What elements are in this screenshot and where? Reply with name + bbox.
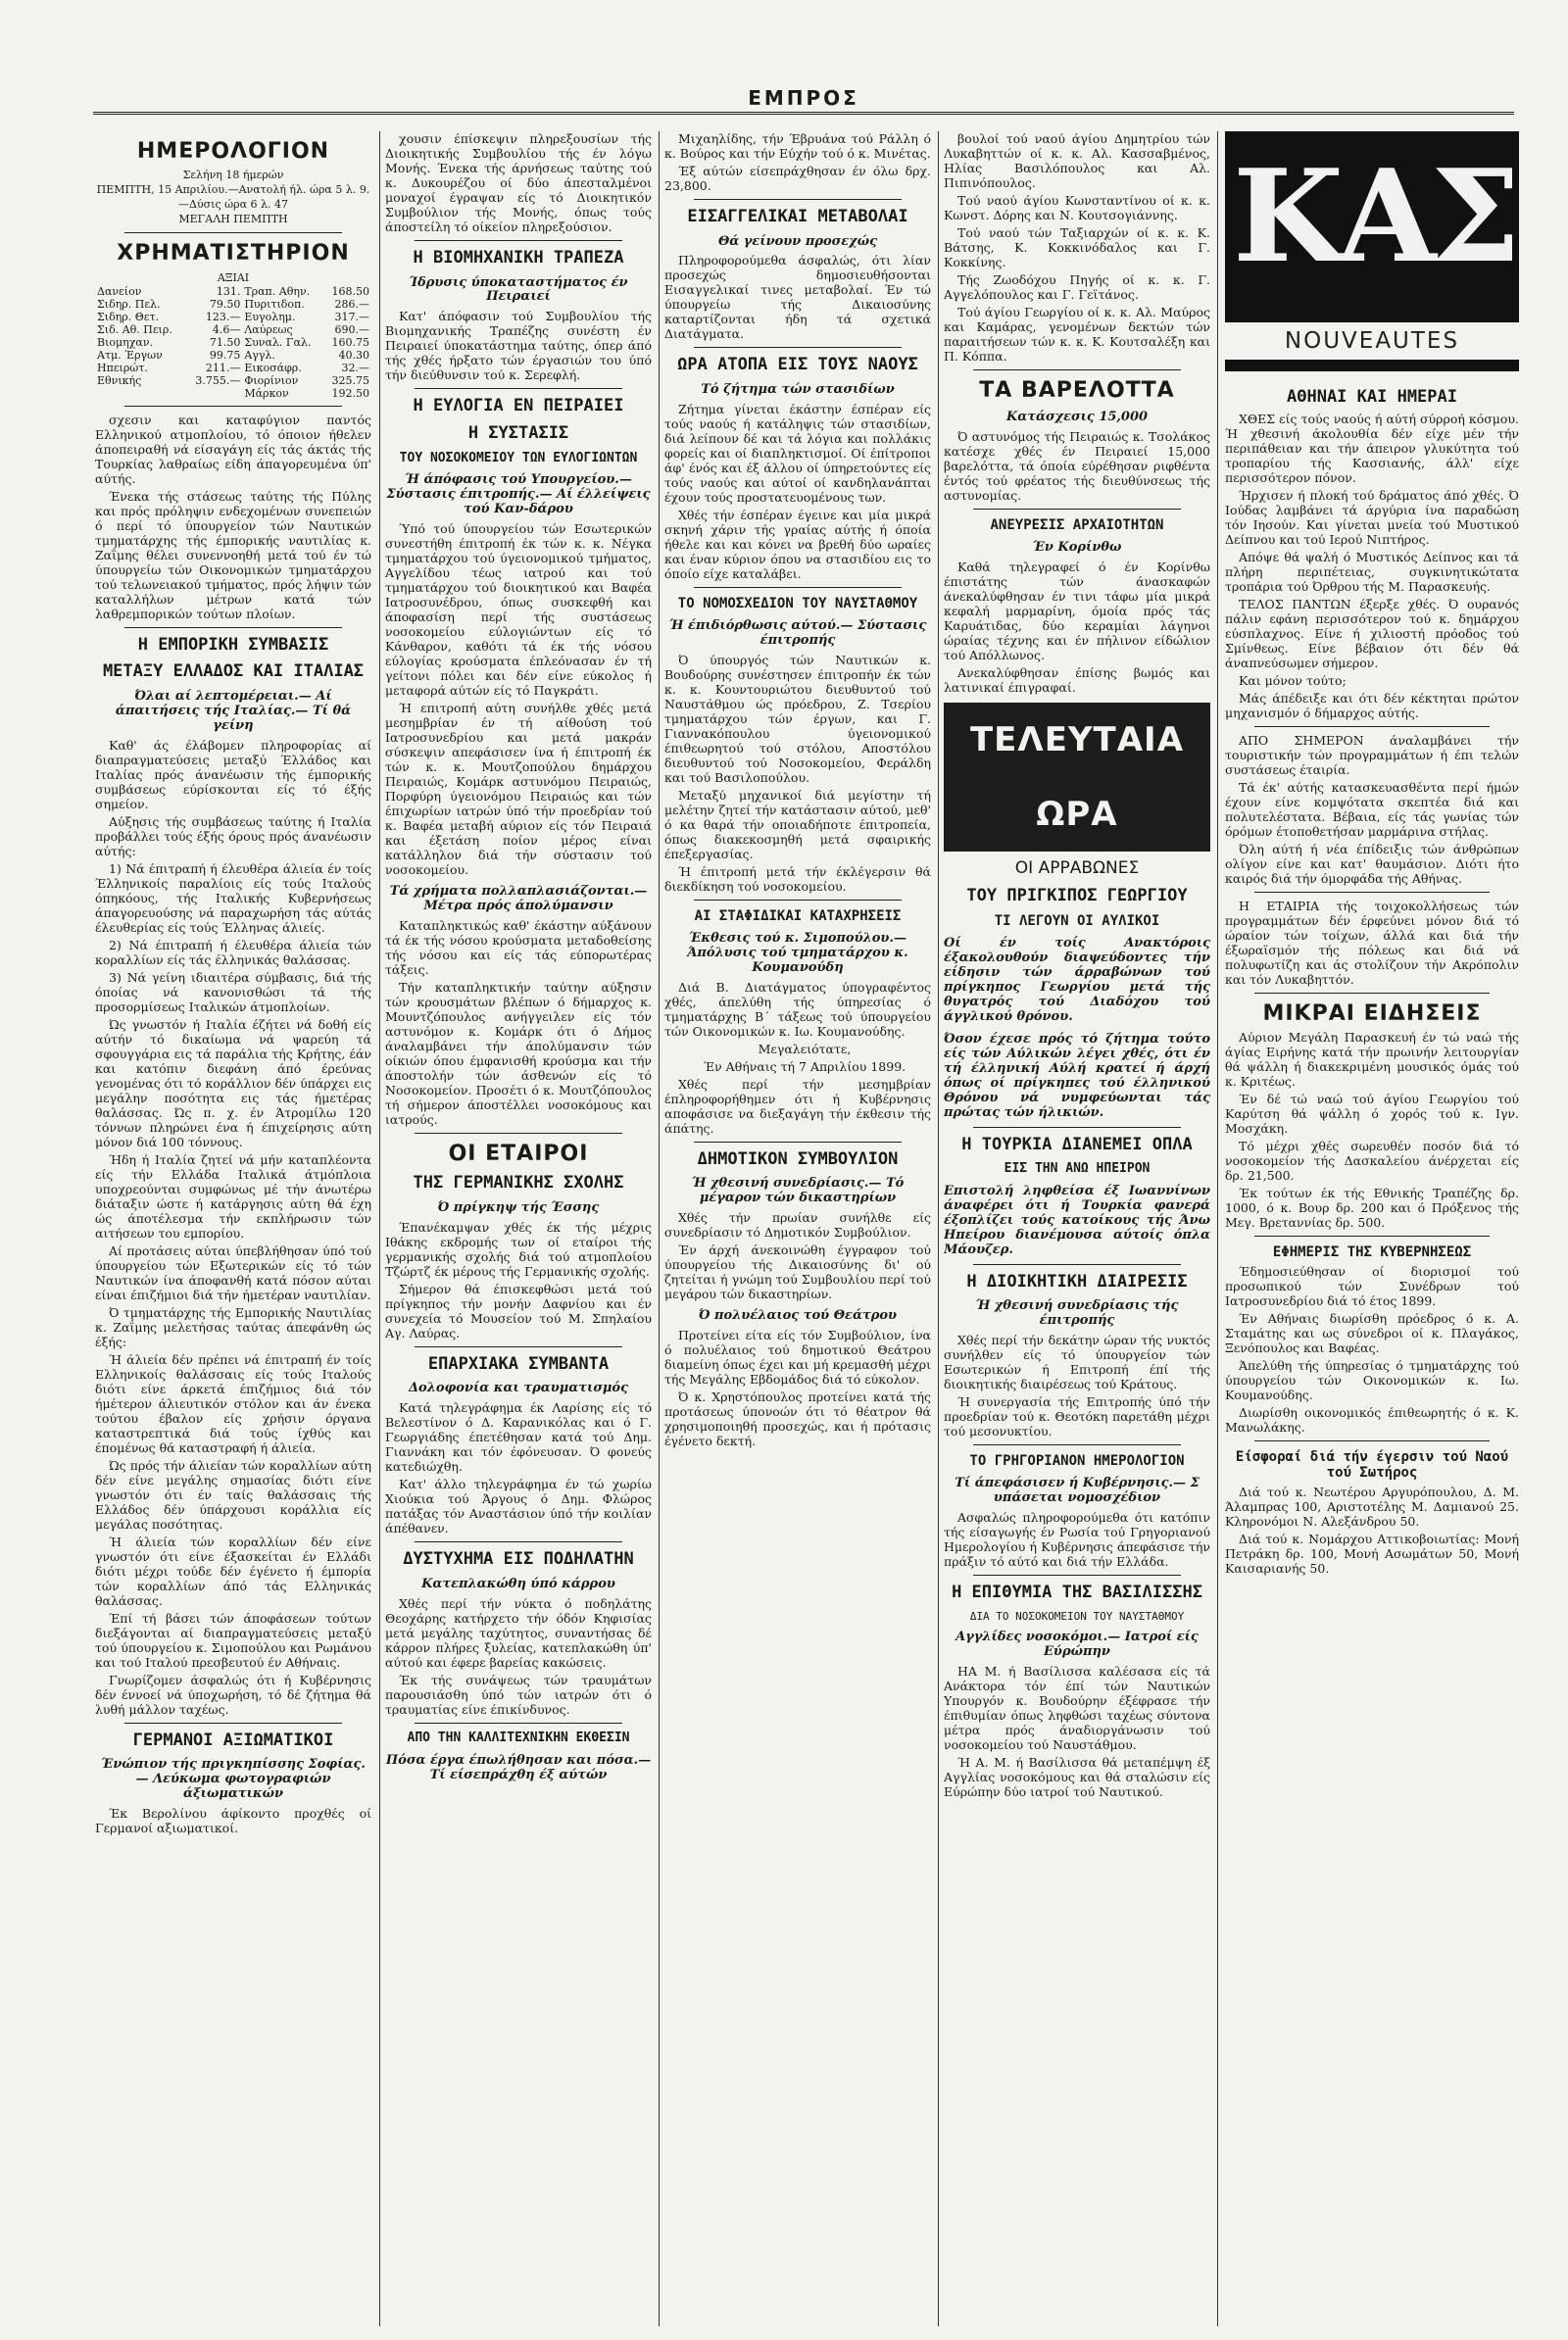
paragraph: Τού ναού άγίου Κωνσταντίνου οί κ. κ. Κωνστ. Δόρης και Ν. Κουτσογιάννης. — [944, 193, 1210, 222]
subheadline: Δολοφονία και τραυματισμός — [408, 1381, 629, 1396]
security-name: Ευγολημ. — [244, 310, 296, 323]
headline: ΤΑ ΒΑΡΕΛΟΤΤΑ — [979, 378, 1175, 403]
headline: ΑΙ ΣΤΑΦΙΔΙΚΑΙ ΚΑΤΑΧΡΗΣΕΙΣ — [694, 907, 902, 924]
exchange-row — [95, 285, 371, 298]
paragraph: Διά Β. Διατάγματος ύπογραφέντος χθές, άπελύθη τής ύπηρεσίας ό τμηματάρχης Β΄ τάξεως τού ύπουργείου τών Οικονομικών κ. Ιω. Κουμανούδης. — [664, 979, 931, 1039]
security-name: Εθνικής — [97, 373, 142, 387]
ad-tagline: NOUVEAUTES — [1225, 322, 1519, 360]
headline: ΔΥΣΤΥΧΗΜΑ ΕΙΣ ΠΟΔΗΛΑΤΗΝ — [403, 1549, 634, 1570]
security-name: Σιδηρ. Πελ. — [97, 297, 161, 311]
headline: ΑΘΗΝΑΙ ΚΑΙ ΗΜΕΡΑΙ — [1287, 387, 1457, 407]
security-price: 168.50 — [331, 284, 369, 298]
headline: ΤΟΥ ΝΟΣΟΚΟΜΕΙΟΥ ΤΩΝ ΕΥΛΟΓΙΩΝΤΩΝ — [399, 450, 638, 465]
calendar-line: Σελήνη 18 ήμερών — [182, 169, 284, 182]
headline: ΕΙΣ ΤΗΝ ΑΝΩ ΗΠΕΙΡΟΝ — [1004, 1161, 1151, 1177]
headline: ΓΕΡΜΑΝΟΙ ΑΞΙΩΜΑΤΙΚΟΙ — [132, 1730, 334, 1750]
headline: ΔΗΜΟΤΙΚΟΝ ΣΥΜΒΟΥΛΙΟΝ — [697, 1148, 899, 1169]
divider — [973, 509, 1181, 510]
divider — [694, 199, 902, 200]
security-name: Ηπειρώτ. — [97, 361, 148, 374]
divider — [1254, 726, 1490, 727]
subheadline: Τί άπεφάσισεν ή Κυβέρνησις.— Σ υπάσεται νομοσχέδιον — [955, 1476, 1200, 1506]
subheadline: Κατάσχεσις 15,000 — [1005, 410, 1149, 425]
exchange-row — [95, 298, 371, 311]
paragraph: Γνωρίζομεν άσφαλώς ότι ή Κυβέρνησις δέν έννοεί νά ύποχωρήση, τό δέ ζήτημα θά λυθή μάλλον ταχέως. — [95, 1672, 371, 1717]
paragraph: Απόψε θά ψαλή ό Μυστικός Δείπνος και τά πλήρη περιπέτειας, συγκινητικώτατα τροπάρια τού Όρθρου τής Μ. Παρασκευής. — [1225, 549, 1519, 594]
subheadline: Έκθεσις τού κ. Σιμοπούλου.— Άπόλυσις τού τμηματάρχου κ. Κουμανούδη — [687, 931, 908, 975]
security-price: 40.30 — [338, 348, 369, 362]
paragraph: Ή επιτροπή αύτη συνήλθε χθές μετά μεσημβρίαν έν τή αίθούση τού Ιατροσυνεδρίου και μετά μακράν σύσκεψιν απεφάσισεν ίνα ή έπιτροπή έκ τών κ. κ. Μουτζοπούλου δημάρχου Πειραιώς, Κομάρκ αστυνόμου Πειραιώς, Πορφύρη ύγειονόμου Πειραιώς και τών έπιχωρίων ιατρών ύπό τήν προεδρίαν τού κ. Βαφέα μεταβή αύριον είς τόν Πειραιά και έξετάση ποίον μέρος είναι κατάλληλον διά τήν σύστασιν τού νοσοκομείου. — [385, 701, 652, 878]
paragraph: Ή άλιεία δέν πρέπει νά έπιτραπή έν τοίς Ελληνικοίς θαλάσσαις είς τούς Ιταλούς διότι είνε άρκετά έπιζήμιος διά τόν ήμέτερον άλιευτικόν στόλον και άν ένεκα τούτου έβαλον είς χρήσιν όργανα καταστρεπτικά διά τούς ίχθύς και έπομένως θά καταστραφή ή άλιεία. — [95, 1351, 371, 1455]
paragraph: Χθές τήν πρωίαν συνήλθε είς συνεδρίασιν τό Δημοτικόν Συμβούλιον. — [664, 1210, 931, 1241]
exchange-row — [95, 374, 371, 387]
exchange-row — [95, 311, 371, 323]
subheadline: Πόσα έργα έπωλήθησαν και πόσα.— Τί είσεπράχθη έξ αύτών — [385, 1752, 652, 1782]
paragraph: Διά τού κ. Νομάρχου Αττικοβοιωτίας: Μονή Πετράκη δρ. 100, Μονή Ασωμάτων 50, Μονή Καισαριανής 50. — [1225, 1532, 1519, 1577]
subheadline: Ή άπόφασις τού Υπουργείου.— Σύστασις έπιτροπής.— Αί έλλείψεις τού Καν-δάρου — [386, 472, 651, 517]
paragraph: Έπανέκαμψαν χθές έκ τής μέχρις Ιθάκης εκδρομής των οί εταίροι τής γερμανικής σχολής διά τού ατμοπλοίου Τζώρτζ έκ μέρους τής Γερμανικής σχολής. — [385, 1219, 652, 1279]
divider — [1254, 1236, 1490, 1237]
subheadline: Κατεπλακώθη ύπό κάρρου — [421, 1576, 615, 1591]
divider — [694, 347, 902, 348]
exchange-table — [95, 285, 371, 400]
paragraph: ΤΕΛΟΣ ΠΑΝΤΩΝ έξερξε χθές. Ό ουρανός πάλιν εφάνη περισσότερον τού κ. δημάρχου εύσπλαχνος. Είνε ή χιλιοστή πρόοδος τού Σμίνθεως. Είνε βέβαιον ότι δέν θά άναπνεύσωμεν σήμερον. — [1225, 596, 1519, 670]
security-name: Μάρκον — [244, 386, 289, 400]
divider — [694, 1142, 902, 1143]
subheadline: Ή έπιδιόρθωσις αύτού.— Σύστασις έπιτροπής — [668, 618, 927, 648]
security-name: Τραπ. Αθην. — [244, 284, 311, 298]
paragraph: Έν δέ τώ ναώ τού άγίου Γεωργίου τού Καρύτση θά ψάλλη ό χορός τού κ. Ιγν. Μοσχάκη. — [1225, 1091, 1519, 1136]
paragraph: Τής Ζωοδόχου Πηγής οί κ. κ. Γ. Αγγελόπουλος και Γ. Γεϊτάνος. — [944, 272, 1210, 302]
paragraph: Χθές περί τήν μεσημβρίαν έπληροφορήθημεν ότι ή Κυβέρνησις αποφάσισε να διεξαγάγη τήν έκθεσιν τής άπάτης. — [664, 1076, 931, 1136]
subheadline: Θά γείνουν προσεχώς — [717, 233, 878, 249]
paragraph: Πληροφορούμεθα άσφαλώς, ότι λίαν προσεχώς δημοσιευθήσονται Εισαγγελικαί τινες μεταβολαί. Έν τώ ύπουργείω τής Δικαιοσύνης καταρτίζονται ήδη τά σχετικά Διατάγματα. — [664, 253, 931, 342]
paragraph: Μάς άπέδειξε και ότι δέν κέκτηται πρώτον μηχανισμόν ό δήμαρχος αύτής. — [1225, 690, 1519, 720]
security-price: 286.— — [334, 297, 369, 311]
paragraph: Χθές περί τήν νύκτα ό ποδηλάτης Θεοχάρης κατήρχετο τήν όδόν Κηφισίας μετά μεγάλης ταχύτητος, συναντήσας δέ κάρρον πλήρες ξυλείας, κατεπλακώθη ύπ' αύτού και έφερε βαρείας κακώσεις. — [385, 1595, 652, 1670]
paragraph: Ό αστυνόμος τής Πειραιώς κ. Τσολάκος κατέσχε χθές έν Πειραιεί 15,000 βαρελόττα, τά όποία εύρέθησαν ριφθέντα έντός τού φρέατος τής διευθύνσεως τής αστυνομίας. — [944, 429, 1210, 504]
divider — [1254, 993, 1490, 994]
security-price: 160.75 — [331, 335, 369, 349]
headline: ΕΠΑΡΧΙΑΚΑ ΣΥΜΒΑΝΤΑ — [427, 1353, 610, 1374]
headline: Είσφοραί διά τήν έγερσιν τού Ναού τού Σωτήρος — [1235, 1448, 1509, 1482]
divider — [415, 240, 622, 241]
column-2 — [385, 131, 652, 2326]
divider — [124, 627, 342, 628]
paragraph: Καταπληκτικώς καθ' έκάστην αύξάνουν τά έκ τής νόσου κρούσματα μεταδοθείσης τής νόσου και είς τάς εύπορωτέρας τάξεις. — [385, 918, 652, 978]
security-name: Αγγλ. — [244, 348, 275, 362]
security-name: Φιορίνιον — [244, 373, 299, 387]
security-name: Λαύρεως — [244, 322, 293, 336]
security-name: Συναλ. Γαλ. — [244, 335, 312, 349]
headline: Η ΕΜΠΟΡΙΚΗ ΣΥΜΒΑΣΙΣ — [137, 634, 329, 655]
calendar-title: ΗΜΕΡΟΛΟΓΙΟΝ — [136, 139, 330, 164]
security-price: 690.— — [334, 322, 369, 336]
calendar-line: ΜΕΓΑΛΗ ΠΕΜΠΤΗ — [178, 213, 288, 226]
calendar-line: ΠΕΜΠΤΗ, 15 Απριλίου.—Ανατολή ήλ. ώρα 5 λ. 9.—Δύσις ώρα 6 λ. 47 — [96, 183, 370, 212]
column-rule — [659, 131, 660, 2326]
divider — [124, 232, 342, 233]
paragraph: Τού άγίου Γεωργίου οί κ. κ. Αλ. Μαύρος και Καμάρας, γενομένων δεκτών τών παραιτήσεων τών κ. κ. Κ. Κουτσαλέξη και Π. Κόππα. — [944, 305, 1210, 364]
divider — [694, 900, 902, 901]
headline: ΜΙΚΡΑΙ ΕΙΔΗΣΕΙΣ — [1262, 1000, 1482, 1026]
security-name: Δανείον — [97, 284, 142, 298]
paragraph: 2) Νά έπιτραπή ή έλευθέρα άλιεία τών κοραλλίων είς τάς έλληνικάς θαλάσσας. — [95, 937, 371, 967]
paragraph: Ή άλιεία τών κοραλλίων δέν είνε γνωστόν ότι είνε έξασκείται έν Ελλάδι διότι μέχρι τούδε δέν έγένετο ή έμπορία τών κοραλλίων άπό τάς Ελληνικάς θαλάσσας. — [95, 1534, 371, 1608]
column-rule — [938, 131, 939, 2326]
paragraph: Ό ύπουργός τών Ναυτικών κ. Βουδούρης συνέστησεν έπιτροπήν έκ τών κ. κ. Κουντουριώτου διευθυντού τού Ναυστάθμου ώς πρόεδρου, Ζ. Τσερίου τμηματάρχου τών έργων, και Γ. Γιαννακόπουλου ύγειονομικού έπιθεωρητού τού στόλου, Αποστόλου διευθυντού τού Νοσοκομείου, Φεράλδη και τού Βασιλοπούλου. — [664, 652, 931, 785]
divider — [124, 1723, 342, 1724]
paragraph: Μιχαηλίδης, τήν Έβρυάνα τού Ράλλη ό κ. Βούρος και τήν Εύχήν τού ό κ. Μινέτας. — [664, 131, 931, 161]
paragraph: Έδημοσιεύθησαν οί διορισμοί τού προσωπικού τών Συνέδρων τού Ιατροσυνεδρίου διά τό έτος 1899. — [1225, 1263, 1519, 1308]
column-5 — [1225, 380, 1519, 2325]
paragraph: Ζήτημα γίνεται έκάστην έσπέραν είς τούς ναούς ή κατάληψις τών στασιδίων, διά λείπουν δέ και τά λόγια και πολλάκις φορείς και οί διαπληκτισμοί. Οί έπίτροποι άφ' ένός και έξ άλλου οί ύπηρετούντες είς τούς ναούς και αύτοί οί κανδηλανάπται έχουν τούς προστατευομένους των. — [664, 401, 931, 505]
column-rule — [1217, 131, 1218, 2326]
advertisement — [1225, 131, 1519, 371]
paragraph: Καθά τηλεγραφεί ό έν Κορίνθω έπιστάτης τών άνασκαφών άνεκαλύφθησαν έν τινι τάφω μία μικρά κεφαλή μαρμαρίνη, όμοία πρός τάς Καρυάτιδας, δύο κεραμίαι λάγηνοι ώραίας τέχνης και έν πήλινον είδώλιον τού Απόλλωνος. — [944, 560, 1210, 663]
paragraph: Έν Αθήναις τή 7 Απριλίου 1899. — [703, 1058, 906, 1074]
headline: ΑΝΕΥΡΕΣΙΣ ΑΡΧΑΙΟΤΗΤΩΝ — [990, 517, 1164, 534]
subheadline: Οί έν τοίς Ανακτόροις έξακολουθούν διαψεύδοντες τήν είδησιν τών άρραβώνων τού πρίγκηπος Γεωργίου μετά τής θυγατρός τού Διαδόχου τού άγγλικού θρόνου. — [944, 936, 1210, 1025]
headline: ΟΙ ΑΡΡΑΒΩΝΕΣ — [1014, 858, 1140, 879]
security-price: 325.75 — [331, 373, 369, 387]
paragraph: Τό μέχρι χθές σωρευθέν ποσόν διά τό νοσοκομείον τής Δασκαλείου άνέρχεται είς δρ. 21,500. — [1225, 1138, 1519, 1183]
paragraph: Ασφαλώς πληροφορούμεθα ότι κατόπιν τής είσαγωγής έν Ρωσία τού Γρηγοριανού Ημερολογίου ή Κυβέρνησις άπεφάσισε τήν πράξιν τό αύτό και διά τήν Ελλάδα. — [944, 1510, 1210, 1570]
divider — [1254, 1440, 1490, 1441]
paragraph: Έξ αύτών είσεπράχθησαν έν όλω δρχ. 23,800. — [664, 164, 931, 193]
security-price: 192.50 — [331, 386, 369, 400]
security-name — [95, 387, 186, 400]
paragraph: Διά τού κ. Νεωτέρου Αργυρόπουλου, Δ. Μ. Άλαμπρας 100, Αριστοτέλης Μ. Δαμιανού 25. Κληρονόμοι Ν. Αλεξάνδρου 50. — [1225, 1485, 1519, 1530]
divider — [973, 1264, 1181, 1265]
headline: Η ΔΙΟΙΚΗΤΙΚΗ ΔΙΑΙΡΕΣΙΣ — [966, 1271, 1188, 1292]
paragraph: Και μόνον τούτο; — [1239, 672, 1347, 688]
paragraph: Σήμερον θά έπισκεφθώσι μετά τού πρίγκηπος τήν μονήν Δαφνίου και έν συνεχεία τό Μουσείον τού Μ. Σπηλαίου Αγ. Λαύρας. — [385, 1281, 652, 1341]
security-name: Σιδ. Αθ. Πειρ. — [97, 322, 172, 336]
subheadline: Ίδρυσις ύποκαταστήματος έν Πειραιεί — [409, 274, 628, 305]
divider — [973, 369, 1181, 370]
divider — [415, 1346, 622, 1347]
paragraph: Ανεκαλύφθησαν έπίσης βωμός και λατινικαί έπιγραφαί. — [944, 665, 1210, 696]
paragraph: Τού ναού τών Ταξιαρχών οί κ. κ. Κ. Βάτσης, Κ. Κοκκινόδαλος και Γ. Κοκκίνης. — [944, 225, 1210, 269]
exchange-row — [95, 336, 371, 349]
divider — [694, 587, 902, 588]
paragraph: Καθ' άς έλάβομεν πληροφορίας αί διαπραγματεύσεις μεταξύ Έλλάδος και Ιταλίας πρός άνανέωσιν τής έμπορικής συμβάσεως εύρίσκονται είς τό έξής σημείον. — [95, 737, 371, 811]
security-name: Ατμ. Έργων — [97, 348, 163, 362]
exchange-row — [95, 349, 371, 362]
paragraph: Άπελύθη τής ύπηρεσίας ό τμηματάρχης τού ύπουργείου τών Οικονομικών κ. Ιω. Κουμανούδης. — [1225, 1357, 1519, 1402]
headline: Η ΤΟΥΡΚΙΑ ΔΙΑΝΕΜΕΙ ΟΠΛΑ — [961, 1134, 1193, 1154]
paragraph: Χθές περί τήν δεκάτην ώραν τής νυκτός συνήλθεν είς τό ύπουργείον τών Εσωτερικών ή Επιτροπή έπί τής διοικητικής διαιρέσεως τού Κράτους. — [944, 1333, 1210, 1392]
paragraph: Ή συνεργασία τής Επιτροπής ύπό τήν προεδρίαν τού κ. Θεοτόκη παρετάθη μέχρι τού μεσονυκτίου. — [944, 1394, 1210, 1439]
paragraph: Έπί τή βάσει τών άποφάσεων τούτων διεξάγονται αί διαπραγματεύσεις μεταξύ τού ύπουργείου κ. Σιμοπούλου και Ρωμάνου και τού Ιταλού πρεσβευτού έν Αθήναις. — [95, 1610, 371, 1670]
paragraph: Ήδη ή Ιταλία ζητεί νά μήν καταπλέοντα είς τήν Ελλάδα Ιταλικά άτμόπλοια υποχρεούνται συμφώνως μέ τήν άνωτέρω διάταξιν ώστε ή κατάργησις αύτη θά έχη ώς άποτέλεσμα τήν εκπλήρωσιν τών αιτήσεων του εμπορίου. — [95, 1151, 371, 1241]
subheadline: Επιστολή ληφθείσα έξ Ιωαννίνων άναφέρει ότι ή Τουρκία φανερά έξοπλίζει τούς κατοίκους τής Άνω Ηπείρου διανέμουσα αύτοίς όπλα Μάουζερ. — [944, 1184, 1210, 1257]
security-price: 32.— — [341, 361, 369, 374]
paragraph: Ύπό τού ύπουργείου τών Εσωτερικών συνεστήθη έπιτροπή έκ τών κ. κ. Νέγκα τμηματάρχου τού ύγειονομικού τμήματος, Αγγελίδου τέως ιατρού και τού τμηματάρχου τού διοικητικού και Βαφέα Ιατροσυνέδρου, όπως συσκεφθή και άποφασίση περί τής συστάσεως νοσοκομείου εύλογιώντων είς τό Κάνθαρον, καθότι τά έκ τής νόσου εύλογίας κρούσματα έπλεόνασαν έν τή γείτονι πόλει και δέν είνε εύκολος ή μεταφορά αύτών είς τό Παγκράτι. — [385, 521, 652, 699]
paragraph: Τήν καταπληκτικήν ταύτην αύξησιν τών κρουσμάτων βλέπων ό δήμαρχος κ. Μουντζόπουλος ανήγγειλεν είς τόν αστυνόμον κ. Κομάρκ ότι ό Δήμος άναλαμβάνει τήν άπολύμανσιν τών οίκιών όπου έμφανισθή κρούσμα και τήν άποστολήν τών άσθενών είς τό Νοσοκομείον. Προσέτι ό κ. Μουτζόπουλος τή σήμερον άποστέλλει νοσοκόμους και ιατρούς. — [385, 980, 652, 1128]
subheadline: Ό πρίγκηψ τής Έσσης — [437, 1199, 600, 1215]
security-price: 123.— — [205, 310, 241, 323]
security-price — [186, 387, 242, 400]
divider — [415, 388, 622, 389]
divider — [973, 1444, 1181, 1445]
divider — [1254, 892, 1490, 893]
headline: ΜΕΤΑΞΥ ΕΛΛΑΔΟΣ ΚΑΙ ΙΤΑΛΙΑΣ — [102, 661, 365, 682]
paragraph: σχεσιν και καταφύγιον παντός Ελληνικού ατμοπλοίου, τό όποιον ήθελεν άποπειραθή νά είσαγάγη είς τάς άκτάς τής Τουρκίας λαθραίως είδη άπαγορευμένα ύπ' αύτής. — [95, 412, 371, 486]
masthead — [93, 86, 1514, 115]
headline: Η ΕΥΛΟΓΙΑ ΕΝ ΠΕΙΡΑΙΕΙ — [413, 396, 624, 416]
headline: ΤΙ ΛΕΓΟΥΝ ΟΙ ΑΥΛΙΚΟΙ — [994, 913, 1160, 930]
headline: ΕΙΣΑΓΓΕΛΙΚΑΙ ΜΕΤΑΒΟΛΑΙ — [687, 207, 908, 226]
security-name: Πυριτιδοπ. — [244, 297, 305, 311]
subheadline: Όλαι αί λεπτομέρειαι.— Αί άπαιτήσεις τής Ιταλίας.— Τί θά γείνη — [115, 688, 352, 733]
security-price: 99.75 — [209, 348, 241, 362]
headline: ΔΙΑ ΤΟ ΝΟΣΟΚΟΜΕΙΟΝ ΤΟΥ ΝΑΥΣΤΑΘΜΟΥ — [969, 1609, 1185, 1623]
divider — [973, 1127, 1181, 1128]
divider — [124, 406, 342, 407]
security-price: 317.— — [334, 310, 369, 323]
security-price: 131. — [216, 284, 241, 298]
paragraph: Έν Αθήναις διωρίσθη πρόεδρος ό κ. Α. Σταμάτης και ως σύνεδροι οί κ. Πλαγάκος, Ξενόπουλος και Βαφέας. — [1225, 1310, 1519, 1355]
paragraph: Ήρχισεν ή πλοκή τού δράματος άπό χθές. Ό Ιούδας λαμβάνει τά άργύρια ίνα παραδώση τόν Ιησούν. Και γίνεται μνεία τού Μυστικού Δείπνου και τού Ιερού Νιπτήρος. — [1225, 487, 1519, 547]
paragraph: Κατ' άλλο τηλεγράφημα έν τώ χωρίω Χιούκια τού Άργους ό Δημ. Φλώρος πατάξας τόν Αναστάσιον ύπό τήν κοιλίαν άπέθανεν. — [385, 1477, 652, 1536]
subheadline: Ένώπιον τής πριγκηπίσσης Σοφίας.— Λεύκωμα φωτογραφιών άξιωματικών — [101, 1757, 366, 1801]
subheadline: Τά χρήματα πολλαπλασιάζονται.— Μέτρα πρός άπολύμανσιν — [389, 884, 648, 914]
paragraph: Αί προτάσεις αύται ύπεβλήθησαν ύπό τού ύπουργείου τών Εξωτερικών είς τό τών Ναυτικών ίνα άποφανθή κατά πόσον αύται είναι έπιζήμιοι διά τήν ήμετέραν ναυτιλίαν. — [95, 1243, 371, 1302]
ad-brand-logo: ΚΑΣ — [1233, 141, 1515, 291]
exchange-row — [95, 387, 371, 400]
subheadline: Ό πολυέλαιος τού Θεάτρου — [698, 1308, 898, 1324]
paragraph: 1) Νά έπιτραπή ή έλευθέρα άλιεία έν τοίς Έλληνικοίς παραλίοις είς τούς Ιταλούς όπηκόους, τής Ιταλικής Κυβερνήσεως άπαγορευούσης νά παραχωρήση τάς αύτάς έλευθερίας είς τούς Έλληνας άλιείς. — [95, 860, 371, 935]
paragraph: Κατά τηλεγράφημα έκ Λαρίσης είς τό Βελεστίνον ό Δ. Καρανικόλας και ό Γ. Γεωργιάδης έπετέθησαν κατά τού Δημ. Γιαννάκη και τόν έφόνευσαν. Ό φονεύς κατεδιώχθη. — [385, 1400, 652, 1475]
paragraph: Προτείνει είτα είς τόν Συμβούλιον, ίνα ό πολυέλαιος τού δημοτικού Θεάτρου διαμείνη όπως έχει και μή κρεμασθή μέχρι τής Μεγάλης Εβδομάδος διά τό εύκολον. — [664, 1328, 931, 1388]
paragraph: Έκ Βερολίνου άφίκοντο προχθές οί Γερμανοί αξιωματικοί. — [95, 1805, 371, 1835]
headline: ΩΡΑ ΑΤΟΠΑ ΕΙΣ ΤΟΥΣ ΝΑΟΥΣ — [677, 355, 918, 375]
security-price: 71.50 — [209, 335, 241, 349]
exchange-row — [95, 323, 371, 336]
paragraph: Αύριον Μεγάλη Παρασκευή έν τώ ναώ τής άγίας Ειρήνης κατά τήν πρωινήν λειτουργίαν θά ψάλλη ή διακεκριμένη μουσικός όμάς τού κ. Κριτέως. — [1225, 1029, 1519, 1089]
headline: Η ΕΠΙΘΥΜΙΑ ΤΗΣ ΒΑΣΙΛΙΣΣΗΣ — [952, 1583, 1202, 1603]
paragraph: ΗΑ Μ. ή Βασίλισσα καλέσασα είς τά Ανάκτορα τόν έπί τών Ναυτικών Υπουργόν κ. Βουδούρην έξέφρασε τήν έπιθυμίαν όπως ληφθώσι ταχέως σύντονα μέτρα πρός άναδιοργάνωσιν τού νοσοκομείου τού Ναυστάθμου. — [944, 1664, 1210, 1753]
last-hour-banner: ΤΕΛΕΥΤΑΙΑ ΩΡΑ — [944, 703, 1210, 852]
security-price: 3.755.— — [195, 373, 241, 387]
security-price: 211.— — [205, 361, 241, 374]
paragraph: Όλη αύτή ή νέα έπίδειξις τών άνθρώπων ολίγον είνε και κατ' θαυμάσιον. Διότι ήτο καιρός διά τήν όμορφάδα τής Αθήνας. — [1225, 841, 1519, 886]
paragraph: 3) Νά γείνη ιδιαιτέρα σύμβασις, διά τής όποίας νά κανονισθώσι τά τής προσορμίσεως Ιταλικών άτμοπλοίων. — [95, 969, 371, 1014]
headline: ΟΙ ΕΤΑΙΡΟΙ — [448, 1142, 589, 1167]
divider — [415, 1133, 622, 1134]
subheadline: Έν Κορίνθω — [1032, 540, 1122, 556]
paragraph: Ό τμηματάρχης τής Εμπορικής Ναυτιλίας κ. Ζαΐμης μελετήσας ταύτας άπεφάνθη ώς έξής: — [95, 1304, 371, 1349]
paragraph: Ώς πρός τήν άλιείαν τών κοραλλίων αύτη δέν είνε μεγάλης σημασίας διότι είνε γνωστόν ότι έν ταίς θαλάσσαις τής Ελλάδος δέν ύπάρχουσι κοράλλια είς μεγάλας ποσότητας. — [95, 1457, 371, 1532]
paper-name: ΕΜΠΡΟΣ — [748, 86, 859, 110]
paragraph: ΑΠΟ ΣΗΜΕΡΟΝ άναλαμβάνει τήν τουριστικήν τών προγραμμάτων ή έπι τελών συστάσεως έταιρία. — [1225, 732, 1519, 777]
paragraph: Τά έκ' αύτής κατασκευασθέντα περί ήμών έχουν είνε κομψότατα σκεπτέα διά και πολυτελέστατα. Βέβαια, είς τάς γωνίας τών όρόμων έτοποθετήσαν μαρμάρινα στήλας. — [1225, 779, 1519, 839]
column-1 — [95, 131, 371, 2326]
exchange-subtitle: ΑΞΙΑΙ — [217, 270, 250, 284]
exchange-title: ΧΡΗΜΑΤΙΣΤΗΡΙΟΝ — [117, 241, 350, 267]
headline: ΤΟΥ ΠΡΙΓΚΙΠΟΣ ΓΕΩΡΓΙΟΥ — [966, 885, 1188, 905]
exchange-row — [95, 362, 371, 374]
headline: ΤΟ ΓΡΗΓΟΡΙΑΝΟΝ ΗΜΕΡΟΛΟΓΙΟΝ — [969, 1453, 1185, 1470]
security-name: Βιομηχαν. — [97, 335, 154, 349]
column-4 — [944, 131, 1210, 2326]
headline: ΤΟ ΝΟΜΟΣΧΕΔΙΟΝ ΤΟΥ ΝΑΥΣΤΑΘΜΟΥ — [677, 595, 918, 611]
paragraph: χουσιν έπίσκεψιν πληρεξουσίων τής Διοικητικής Συμβουλίου τής έν λόγω Μονής. Ένεκα τής άρνήσεως ταύτης τού κ. Δυκουρέζου οί δύο άπεσταλμένοι μοναχοί έγραψαν είς τό Διοικητικόν Συμβούλιον τής Μονής, όπως τούς άποστείλη τό οίκείον πληρεξούσιον. — [385, 131, 652, 234]
divider — [415, 1541, 622, 1542]
paragraph: Ή Α. Μ. ή Βασίλισσα θά μεταπέμψη έξ Αγγλίας νοσοκόμους και θά σταλώσιν είς Εύρώπην δύο ιατροί τού Ναυτικού. — [944, 1755, 1210, 1800]
paragraph: Έκ τούτων έκ τής Εθνικής Τραπέζης δρ. 1000, ό κ. Βουρ δρ. 200 και ό Πρόξενος τής Μεγ. Βρεταννίας δρ. 500. — [1225, 1185, 1519, 1230]
paragraph: Αύξησις τής συμβάσεως ταύτης ή Ιταλία προβάλλει τούς έξής όρους πρός άνανέωσιν αύτής: — [95, 813, 371, 858]
paragraph: ΧΘΕΣ είς τούς ναούς ή αύτή σύρροή κόσμου. Ή χθεσινή άκολουθία δέν είχε μέν τήν περιπάθειαν και τήν άπειρον γλυκύτητα τού τροπαρίου τής Κασσιανής, άλλ' είχε περισσότερον πόνον. — [1225, 411, 1519, 485]
security-name: Σιδηρ. Θετ. — [97, 310, 160, 323]
subheadline: Ή χθεσινή συνεδρίασις.— Τό μέγαρον τών δικαστηρίων — [691, 1176, 905, 1206]
subheadline: Όσον έχεσε πρός τό ζήτημα τούτο είς τών Αύλικών λέγει χθές, ότι έν τή έλληνική Αύλή κρατεί ή άρχή όπως οί πρίγκηπες τού έλληνικού Θρόνου νά νυμφεύωνται τάς πρώτας τών ήλικιών. — [944, 1032, 1210, 1120]
headline: ΤΗΣ ΓΕΡΜΑΝΙΚΗΣ ΣΧΟΛΗΣ — [413, 1173, 624, 1194]
paragraph: Ό κ. Χρηστόπουλος προτείνει κατά τής προτάσεως ύπονοών ότι τό θέατρον θά χρησιμοποιηθή προσεχώς, και ή πρότασις έγένετο δεκτή. — [664, 1389, 931, 1449]
subheadline: Τό ζήτημα τών στασιδίων — [701, 382, 895, 398]
paragraph: Η ΕΤΑΙΡΙΑ τής τοιχοκολλήσεως τών προγραμμάτων δέν έρφεύνει μόνον διά τό ώραίον τών τοίχων, άλλά και διά τήν έξωραϊσμόν τής πόλεως και διά νά πολυφωτίζη και άς στολίζουν τήν Ακρόπολιν και τόν Λυκαβηττόν. — [1225, 898, 1519, 987]
security-price: 79.50 — [209, 297, 241, 311]
security-price: 4.6— — [212, 322, 241, 336]
paragraph: βουλοί τού ναού άγίου Δημητρίου τών Λυκαβηττών οί κ. κ. Αλ. Κασσαβμένος, Ηλίας Βασιλόπουλος και Αλ. Πιπινόπουλος. — [944, 131, 1210, 190]
column-rule — [379, 131, 380, 2326]
divider — [415, 1723, 622, 1724]
paragraph: Έν άρχή άνεκοινώθη έγγραφον τού ύπουργείου τής Δικαιοσύνης δι' ού ζητείται ή γνώμη τού Συμβουλίου περί τού μεγάρου τών δικαστηρίων. — [664, 1243, 931, 1302]
subheadline: Ή χθεσινή συνεδρίασις τής έπιτροπής — [975, 1298, 1179, 1329]
paragraph: Έκ τής συνάψεως τών τραυμάτων παρουσιάσθη ύπό τών ιατρών ότι ό τραυματίας είνε έπικίνδυνος. — [385, 1672, 652, 1717]
paragraph: Μεταξύ μηχανικοί διά μεγίστην τή μελέτην ζητεί τήν κατάστασιν αύτού, μεθ' ό κα θαρά τήν οποιαδήποτε έπιτροπεία, όπως διακεκοσμηθή μετά σφαιρικής έπεξεργασίας. — [664, 787, 931, 861]
headline: Η ΣΥΣΤΑΣΙΣ — [467, 422, 569, 443]
subheadline: Αγγλίδες νοσοκόμοι.— Ιατροί είς Εύρώπην — [956, 1630, 1199, 1660]
paragraph: Κατ' άπόφασιν τού Συμβουλίου τής Βιομηχανικής Τραπέζης συνέστη έν Πειραιεί ύποκατάστημα ταύτης, όπερ άπό τής χθές ήρξατο τών έργασιών του ύπό τήν διεύθυνσιν τού κ. Σερεφλή. — [385, 309, 652, 383]
column-3 — [664, 131, 931, 2326]
headline: Η ΒΙΟΜΗΧΑΝΙΚΗ ΤΡΑΠΕΖΑ — [413, 248, 624, 268]
paragraph: Ή έπιτροπή μετά τήν έκλέγερσιν θά διεκδίκηση τού νοσοκομείου. — [664, 863, 931, 894]
paragraph: Μεγαλειότατε, — [758, 1041, 852, 1056]
paragraph: Χθές τήν έσπέραν έγεινε και μία μικρά σκηνή χάριν τής γραίας αύτής ή όποία ήθελε και και κόνει να βρεθή δύο ωραίες και έναν κύριον όπου να στασιδίου εις το όποίο είχε καταλάβει. — [664, 507, 931, 581]
headline: ΕΦΗΜΕΡΙΣ ΤΗΣ ΚΥΒΕΡΝΗΣΕΩΣ — [1272, 1243, 1472, 1260]
divider — [973, 1575, 1181, 1576]
headline: ΑΠΟ ΤΗΝ ΚΑΛΛΙΤΕΧΝΙΚΗΝ ΕΚΘΕΣΙΝ — [407, 1730, 630, 1745]
paragraph: Ένεκα τής στάσεως ταύτης τής Πύλης και πρός πρόληψιν ενδεχομένων συνεπειών ό περί τό ύπουργείον τών Ναυτικών τμηματάρχης τής έμπορικής ναυτιλίας κ. Ζαΐμης θέλει συνεννοηθή μετά τού έν τώ ύπουργείω τών Οικονομικών τμηματάρχου τού τελωνειακού τμήματος, πρός λήψιν τών καταλλήλων μέτρων κατά τών λαθρεμπορικών τούτων πλοίων. — [95, 488, 371, 621]
paragraph: Διωρίσθη οικονομικός έπιθεωρητής ό κ. Κ. Μανωλάκης. — [1225, 1404, 1519, 1435]
paragraph: Ώς γνωστόν ή Ιταλία έζήτει νά δοθή είς αύτήν τό δικαίωμα νά ψαρεύη τά σφουγγάρια εις τά παράλια τής Κρήτης, έάν και κατόπιν διεφάνη άπό έρεύνας γενομένας ότι τό κοράλλιον δέν ύπάρχει εις μεγάλην ποσότητα εις τάς ήμετέρας θαλάσσας. Ώς π. χ. έν Άτρομίλω 120 τόννων πληρώνει ένα ή έπιχείρησις αύτη μόνον διά 100 τόννους. — [95, 1016, 371, 1149]
security-name: Εικοσάφρ. — [244, 361, 302, 374]
